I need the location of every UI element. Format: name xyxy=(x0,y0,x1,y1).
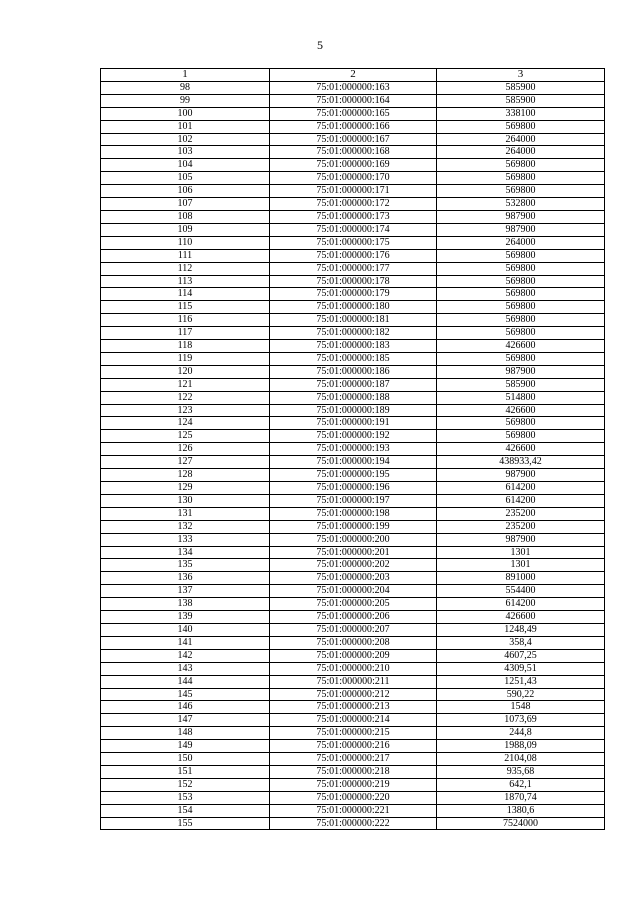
value-cell: 569800 xyxy=(437,430,605,443)
value-cell: 585900 xyxy=(437,81,605,94)
cadastral-number-cell: 75:01:000000:178 xyxy=(270,275,437,288)
table-row xyxy=(101,81,605,94)
row-number-cell: 104 xyxy=(101,159,270,172)
row-number-cell: 142 xyxy=(101,649,270,662)
value-cell: 569800 xyxy=(437,172,605,185)
value-cell: 987900 xyxy=(437,365,605,378)
table-row xyxy=(101,572,605,585)
cadastral-number-cell: 75:01:000000:189 xyxy=(270,404,437,417)
value-cell: 1301 xyxy=(437,546,605,559)
cadastral-number-cell: 75:01:000000:164 xyxy=(270,94,437,107)
cadastral-number-cell: 75:01:000000:195 xyxy=(270,469,437,482)
value-cell: 569800 xyxy=(437,314,605,327)
cadastral-number-cell: 75:01:000000:169 xyxy=(270,159,437,172)
value-cell: 235200 xyxy=(437,520,605,533)
row-number-cell: 132 xyxy=(101,520,270,533)
cadastral-number-cell: 75:01:000000:171 xyxy=(270,185,437,198)
value-cell: 438933,42 xyxy=(437,456,605,469)
table-row xyxy=(101,623,605,636)
row-number-cell: 145 xyxy=(101,688,270,701)
value-cell: 426600 xyxy=(437,611,605,624)
table-row xyxy=(101,120,605,133)
table-row xyxy=(101,701,605,714)
cadastral-number-cell: 75:01:000000:201 xyxy=(270,546,437,559)
value-cell: 569800 xyxy=(437,185,605,198)
row-number-cell: 117 xyxy=(101,327,270,340)
table-row xyxy=(101,636,605,649)
value-cell: 1248,49 xyxy=(437,623,605,636)
value-cell: 569800 xyxy=(437,417,605,430)
row-number-cell: 120 xyxy=(101,365,270,378)
value-cell: 1301 xyxy=(437,559,605,572)
value-cell: 244,8 xyxy=(437,727,605,740)
cadastral-number-cell: 75:01:000000:187 xyxy=(270,378,437,391)
row-number-cell: 143 xyxy=(101,662,270,675)
cadastral-number-cell: 75:01:000000:208 xyxy=(270,636,437,649)
cadastral-number-cell: 75:01:000000:175 xyxy=(270,236,437,249)
table-row xyxy=(101,172,605,185)
column-header-2: 2 xyxy=(270,69,437,82)
cadastral-number-cell: 75:01:000000:215 xyxy=(270,727,437,740)
row-number-cell: 108 xyxy=(101,210,270,223)
page-number: 5 xyxy=(317,38,323,52)
value-cell: 554400 xyxy=(437,585,605,598)
cadastral-number-cell: 75:01:000000:205 xyxy=(270,598,437,611)
value-cell: 987900 xyxy=(437,210,605,223)
table-row xyxy=(101,611,605,624)
table-row xyxy=(101,417,605,430)
cadastral-number-cell: 75:01:000000:168 xyxy=(270,146,437,159)
row-number-cell: 141 xyxy=(101,636,270,649)
row-number-cell: 153 xyxy=(101,791,270,804)
value-cell: 4309,51 xyxy=(437,662,605,675)
table-row xyxy=(101,675,605,688)
cadastral-number-cell: 75:01:000000:204 xyxy=(270,585,437,598)
row-number-cell: 112 xyxy=(101,262,270,275)
row-number-cell: 111 xyxy=(101,249,270,262)
cadastral-number-cell: 75:01:000000:182 xyxy=(270,327,437,340)
value-cell: 264000 xyxy=(437,146,605,159)
row-number-cell: 129 xyxy=(101,482,270,495)
table-row xyxy=(101,198,605,211)
row-number-cell: 146 xyxy=(101,701,270,714)
table-row xyxy=(101,107,605,120)
row-number-cell: 138 xyxy=(101,598,270,611)
value-cell: 569800 xyxy=(437,262,605,275)
table-row xyxy=(101,714,605,727)
cadastral-number-cell: 75:01:000000:167 xyxy=(270,133,437,146)
value-cell: 569800 xyxy=(437,327,605,340)
cadastral-number-cell: 75:01:000000:186 xyxy=(270,365,437,378)
cadastral-number-cell: 75:01:000000:200 xyxy=(270,533,437,546)
cadastral-number-cell: 75:01:000000:214 xyxy=(270,714,437,727)
value-cell: 1073,69 xyxy=(437,714,605,727)
cadastral-number-cell: 75:01:000000:193 xyxy=(270,443,437,456)
cadastral-number-cell: 75:01:000000:218 xyxy=(270,765,437,778)
cadastral-number-cell: 75:01:000000:199 xyxy=(270,520,437,533)
row-number-cell: 148 xyxy=(101,727,270,740)
row-number-cell: 144 xyxy=(101,675,270,688)
table-row xyxy=(101,791,605,804)
cadastral-number-cell: 75:01:000000:174 xyxy=(270,223,437,236)
row-number-cell: 107 xyxy=(101,198,270,211)
value-cell: 358,4 xyxy=(437,636,605,649)
row-number-cell: 136 xyxy=(101,572,270,585)
row-number-cell: 133 xyxy=(101,533,270,546)
value-cell: 614200 xyxy=(437,482,605,495)
row-number-cell: 119 xyxy=(101,352,270,365)
table-row xyxy=(101,469,605,482)
value-cell: 1548 xyxy=(437,701,605,714)
value-cell: 569800 xyxy=(437,288,605,301)
table-row xyxy=(101,817,605,830)
row-number-cell: 122 xyxy=(101,391,270,404)
cadastral-number-cell: 75:01:000000:197 xyxy=(270,494,437,507)
table-row xyxy=(101,804,605,817)
table-row xyxy=(101,740,605,753)
cadastral-number-cell: 75:01:000000:177 xyxy=(270,262,437,275)
table-row xyxy=(101,327,605,340)
value-cell: 1251,43 xyxy=(437,675,605,688)
cadastral-number-cell: 75:01:000000:192 xyxy=(270,430,437,443)
row-number-cell: 115 xyxy=(101,301,270,314)
value-cell: 426600 xyxy=(437,340,605,353)
table-row xyxy=(101,688,605,701)
value-cell: 569800 xyxy=(437,159,605,172)
table-row xyxy=(101,482,605,495)
value-cell: 532800 xyxy=(437,198,605,211)
table-row xyxy=(101,391,605,404)
value-cell: 2104,08 xyxy=(437,753,605,766)
value-cell: 1380,6 xyxy=(437,804,605,817)
table-row xyxy=(101,494,605,507)
row-number-cell: 98 xyxy=(101,81,270,94)
table-row xyxy=(101,507,605,520)
row-number-cell: 121 xyxy=(101,378,270,391)
value-cell: 514800 xyxy=(437,391,605,404)
cadastral-number-cell: 75:01:000000:170 xyxy=(270,172,437,185)
row-number-cell: 116 xyxy=(101,314,270,327)
value-cell: 987900 xyxy=(437,469,605,482)
row-number-cell: 137 xyxy=(101,585,270,598)
cadastral-number-cell: 75:01:000000:210 xyxy=(270,662,437,675)
cadastral-number-cell: 75:01:000000:188 xyxy=(270,391,437,404)
cadastral-number-cell: 75:01:000000:198 xyxy=(270,507,437,520)
cadastral-number-cell: 75:01:000000:216 xyxy=(270,740,437,753)
row-number-cell: 150 xyxy=(101,753,270,766)
row-number-cell: 154 xyxy=(101,804,270,817)
row-number-cell: 100 xyxy=(101,107,270,120)
row-number-cell: 139 xyxy=(101,611,270,624)
value-cell: 585900 xyxy=(437,378,605,391)
cadastral-number-cell: 75:01:000000:163 xyxy=(270,81,437,94)
value-cell: 1988,09 xyxy=(437,740,605,753)
cadastral-number-cell: 75:01:000000:194 xyxy=(270,456,437,469)
cadastral-number-cell: 75:01:000000:196 xyxy=(270,482,437,495)
cadastral-number-cell: 75:01:000000:209 xyxy=(270,649,437,662)
row-number-cell: 118 xyxy=(101,340,270,353)
row-number-cell: 152 xyxy=(101,778,270,791)
cadastral-number-cell: 75:01:000000:221 xyxy=(270,804,437,817)
value-cell: 569800 xyxy=(437,120,605,133)
table-row xyxy=(101,159,605,172)
row-number-cell: 151 xyxy=(101,765,270,778)
table-row xyxy=(101,430,605,443)
table-body xyxy=(101,81,605,830)
cadastral-number-cell: 75:01:000000:173 xyxy=(270,210,437,223)
value-cell: 7524000 xyxy=(437,817,605,830)
value-cell: 569800 xyxy=(437,275,605,288)
value-cell: 426600 xyxy=(437,404,605,417)
table-row xyxy=(101,301,605,314)
cadastral-number-cell: 75:01:000000:181 xyxy=(270,314,437,327)
value-cell: 614200 xyxy=(437,494,605,507)
row-number-cell: 140 xyxy=(101,623,270,636)
row-number-cell: 102 xyxy=(101,133,270,146)
table-row xyxy=(101,378,605,391)
cadastral-number-cell: 75:01:000000:212 xyxy=(270,688,437,701)
cadastral-number-cell: 75:01:000000:206 xyxy=(270,611,437,624)
table-row xyxy=(101,288,605,301)
cadastral-number-cell: 75:01:000000:185 xyxy=(270,352,437,365)
row-number-cell: 149 xyxy=(101,740,270,753)
table-row xyxy=(101,533,605,546)
value-cell: 935,68 xyxy=(437,765,605,778)
table-row xyxy=(101,649,605,662)
table-row xyxy=(101,262,605,275)
cadastral-number-cell: 75:01:000000:219 xyxy=(270,778,437,791)
row-number-cell: 101 xyxy=(101,120,270,133)
table-row xyxy=(101,456,605,469)
table-row xyxy=(101,146,605,159)
value-cell: 569800 xyxy=(437,352,605,365)
value-cell: 264000 xyxy=(437,236,605,249)
cadastral-number-cell: 75:01:000000:179 xyxy=(270,288,437,301)
row-number-cell: 125 xyxy=(101,430,270,443)
row-number-cell: 99 xyxy=(101,94,270,107)
row-number-cell: 127 xyxy=(101,456,270,469)
cadastral-number-cell: 75:01:000000:217 xyxy=(270,753,437,766)
value-cell: 585900 xyxy=(437,94,605,107)
row-number-cell: 114 xyxy=(101,288,270,301)
value-cell: 614200 xyxy=(437,598,605,611)
table-row xyxy=(101,210,605,223)
table-row xyxy=(101,404,605,417)
cadastral-number-cell: 75:01:000000:180 xyxy=(270,301,437,314)
table-row xyxy=(101,662,605,675)
cadastral-number-cell: 75:01:000000:183 xyxy=(270,340,437,353)
row-number-cell: 130 xyxy=(101,494,270,507)
value-cell: 590,22 xyxy=(437,688,605,701)
row-number-cell: 113 xyxy=(101,275,270,288)
cadastral-number-cell: 75:01:000000:172 xyxy=(270,198,437,211)
value-cell: 569800 xyxy=(437,249,605,262)
row-number-cell: 123 xyxy=(101,404,270,417)
table-row xyxy=(101,94,605,107)
row-number-cell: 128 xyxy=(101,469,270,482)
table-row xyxy=(101,236,605,249)
table-row xyxy=(101,275,605,288)
table-header-row xyxy=(101,69,605,82)
table-row xyxy=(101,598,605,611)
cadastral-number-cell: 75:01:000000:203 xyxy=(270,572,437,585)
value-cell: 4607,25 xyxy=(437,649,605,662)
value-cell: 426600 xyxy=(437,443,605,456)
cadastral-number-cell: 75:01:000000:191 xyxy=(270,417,437,430)
row-number-cell: 103 xyxy=(101,146,270,159)
cadastral-number-cell: 75:01:000000:202 xyxy=(270,559,437,572)
table-row xyxy=(101,365,605,378)
row-number-cell: 155 xyxy=(101,817,270,830)
row-number-cell: 147 xyxy=(101,714,270,727)
cadastral-number-cell: 75:01:000000:213 xyxy=(270,701,437,714)
cadastral-number-cell: 75:01:000000:207 xyxy=(270,623,437,636)
row-number-cell: 110 xyxy=(101,236,270,249)
cadastral-number-cell: 75:01:000000:220 xyxy=(270,791,437,804)
column-header-1: 1 xyxy=(101,69,270,82)
table-row xyxy=(101,223,605,236)
table-row xyxy=(101,352,605,365)
cadastral-number-cell: 75:01:000000:176 xyxy=(270,249,437,262)
table-row xyxy=(101,185,605,198)
value-cell: 642,1 xyxy=(437,778,605,791)
row-number-cell: 109 xyxy=(101,223,270,236)
row-number-cell: 126 xyxy=(101,443,270,456)
value-cell: 338100 xyxy=(437,107,605,120)
row-number-cell: 135 xyxy=(101,559,270,572)
table-row xyxy=(101,753,605,766)
value-cell: 891000 xyxy=(437,572,605,585)
table-row xyxy=(101,520,605,533)
cadastral-number-cell: 75:01:000000:222 xyxy=(270,817,437,830)
table-row xyxy=(101,585,605,598)
row-number-cell: 124 xyxy=(101,417,270,430)
row-number-cell: 134 xyxy=(101,546,270,559)
table-row xyxy=(101,765,605,778)
column-header-3: 3 xyxy=(437,69,605,82)
cadastral-number-cell: 75:01:000000:166 xyxy=(270,120,437,133)
table-row xyxy=(101,727,605,740)
table-row xyxy=(101,546,605,559)
table-row xyxy=(101,249,605,262)
table-row xyxy=(101,778,605,791)
value-cell: 264000 xyxy=(437,133,605,146)
row-number-cell: 131 xyxy=(101,507,270,520)
cadastral-number-cell: 75:01:000000:211 xyxy=(270,675,437,688)
table-row xyxy=(101,559,605,572)
row-number-cell: 105 xyxy=(101,172,270,185)
data-table xyxy=(100,68,605,830)
table-row xyxy=(101,443,605,456)
cadastral-number-cell: 75:01:000000:165 xyxy=(270,107,437,120)
value-cell: 987900 xyxy=(437,533,605,546)
table-row xyxy=(101,133,605,146)
value-cell: 1870,74 xyxy=(437,791,605,804)
table-row xyxy=(101,314,605,327)
row-number-cell: 106 xyxy=(101,185,270,198)
value-cell: 987900 xyxy=(437,223,605,236)
value-cell: 235200 xyxy=(437,507,605,520)
table-row xyxy=(101,340,605,353)
value-cell: 569800 xyxy=(437,301,605,314)
